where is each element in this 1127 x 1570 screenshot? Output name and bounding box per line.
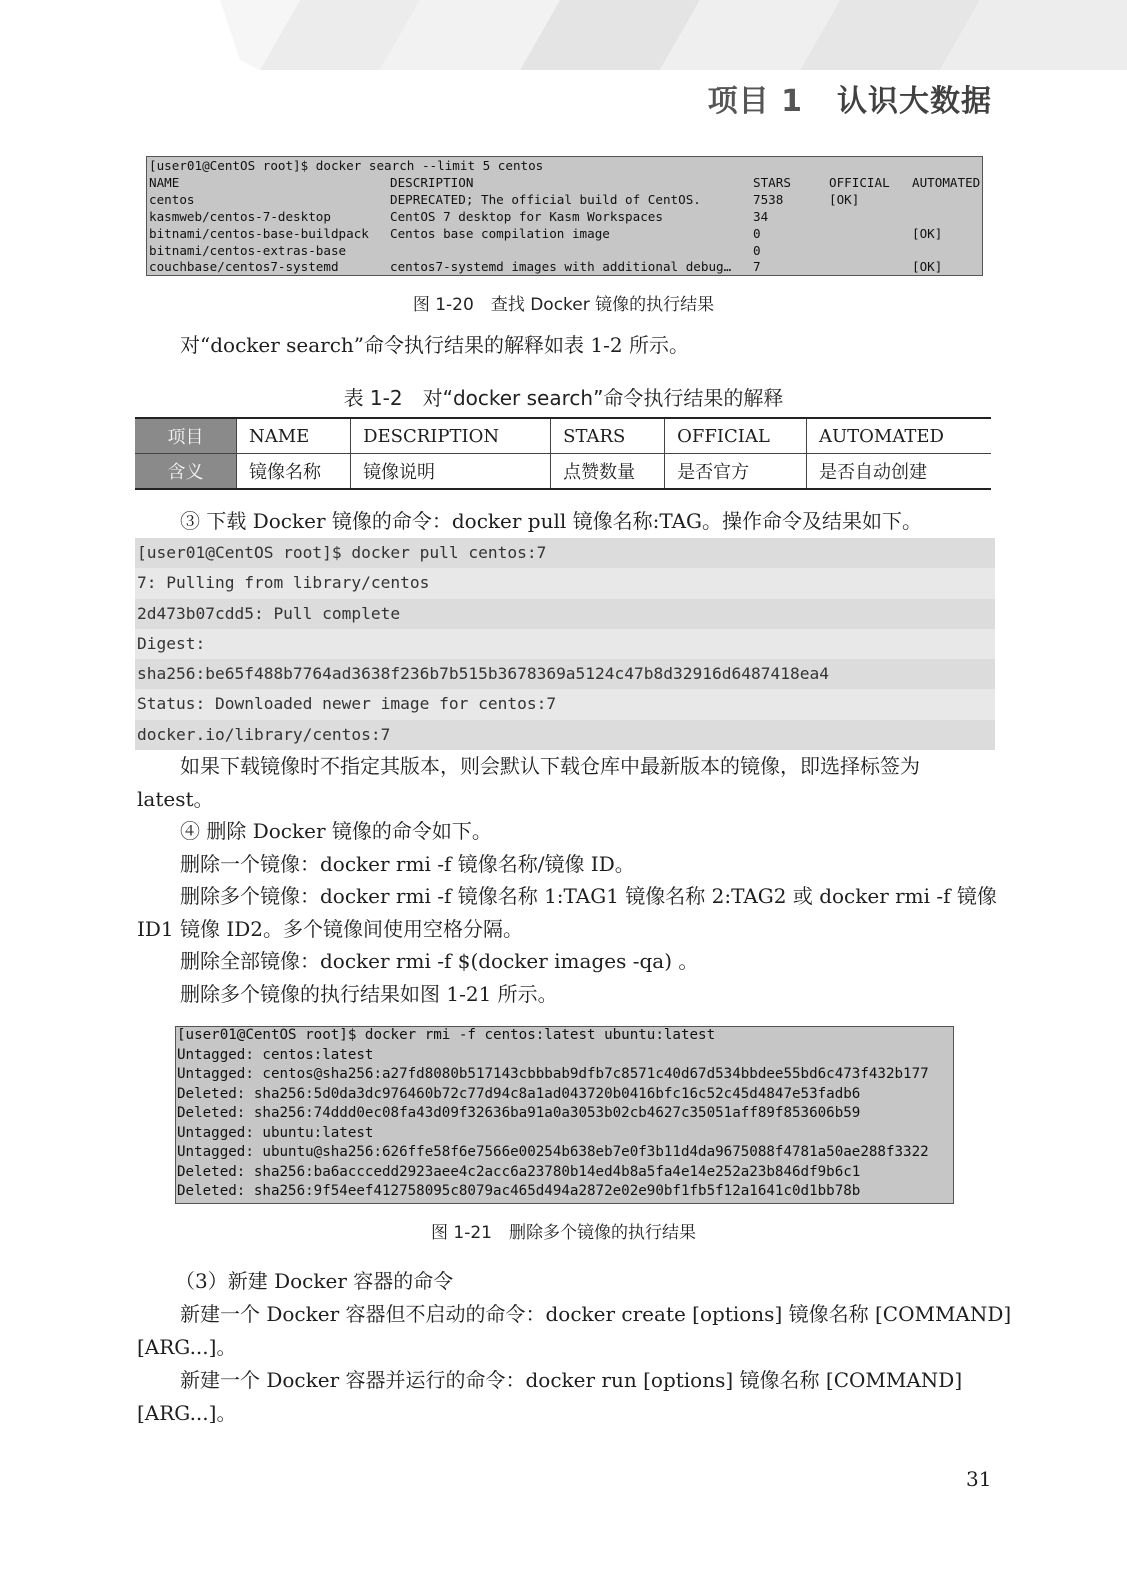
paragraph-create-heading: （3）新建 Docker 容器的命令 xyxy=(175,1269,454,1293)
terminal-line: Deleted: sha256:ba6acccedd2923aee4c2acc6a23780b14ed4b8a5fa4e14e252a23b846df9b6c1 xyxy=(177,1163,861,1180)
terminal-line: Deleted: sha256:9f54eef412758095c8079ac465d494a2872e02e90bf1fb5f12a1641c0d1bb78b xyxy=(177,1183,861,1199)
docker-search-terminal xyxy=(146,156,983,276)
table-cell: OFFICIAL xyxy=(665,418,807,454)
chapter-title xyxy=(708,76,992,120)
paragraph-rmi-heading: ④ 删除 Docker 镜像的命令如下。 xyxy=(180,819,492,843)
code-line: Status: Downloaded newer image for centos:7 xyxy=(135,689,995,719)
table-cell: 镜像说明 xyxy=(351,454,551,490)
code-line: sha256:be65f488b7764ad3638f236b7b515b3678369a5124c47b8d32916d6487418ea4 xyxy=(135,659,995,689)
code-line: 7: Pulling from library/centos xyxy=(135,568,995,598)
paragraph-latest: 如果下载镜像时不指定其版本，则会默认下载仓库中最新版本的镜像，即选择标签为 xyxy=(180,754,920,778)
table-cell: DESCRIPTION xyxy=(351,418,551,454)
paragraph-rmi-multi: 删除多个镜像：docker rmi -f 镜像名称 1:TAG1 镜像名称 2:TAG2 或 docker rmi -f 镜像 xyxy=(180,884,997,908)
terminal-text: kasmweb/centos-7-desktop xyxy=(149,208,331,224)
paragraph-table-intro: 对“docker search”命令执行结果的解释如表 1-2 所示。 xyxy=(180,333,689,357)
paragraph-create-cont: [ARG...]。 xyxy=(137,1335,237,1359)
paragraph-rmi-all: 删除全部镜像：docker rmi -f $(docker images -qa) 。 xyxy=(180,949,699,973)
terminal-line: Untagged: ubuntu:latest xyxy=(177,1124,374,1141)
terminal-text: Centos base compilation image xyxy=(390,225,610,241)
terminal-line: Deleted: sha256:5d0da3dc976460b72c77d94c8a1ad043720b0416bfc16c52c45d4847e53fadb6 xyxy=(177,1085,861,1102)
table-cell: STARS xyxy=(551,418,665,454)
terminal-text: DEPRECATED; The official build of CentOS. xyxy=(390,191,701,207)
table-1-2-title: 表 1-2 对“docker search”命令执行结果的解释 xyxy=(343,386,784,410)
docker-rmi-terminal xyxy=(175,1026,954,1204)
terminal-text: CentOS 7 desktop for Kasm Workspaces xyxy=(390,208,663,224)
table-row xyxy=(135,418,991,454)
terminal-line: Untagged: ubuntu@sha256:626ffe58f6e7566e00254b638eb7e0f3b11d4da9675088f4781a50ae288f3322 xyxy=(177,1144,929,1160)
figure-1-21-caption: 图 1-21 删除多个镜像的执行结果 xyxy=(431,1223,696,1243)
table-cell: 是否官方 xyxy=(665,454,807,490)
terminal-text: [user01@CentOS root]$ docker search --limit 5 centos xyxy=(149,158,544,173)
terminal-text: couchbase/centos7-systemd xyxy=(149,259,339,275)
terminal-line: [user01@CentOS root]$ docker rmi -f centos:latest ubuntu:latest xyxy=(177,1027,716,1043)
paragraph-run-cont: [ARG...]。 xyxy=(137,1401,237,1425)
code-block-pull xyxy=(135,538,995,750)
terminal-text: [OK] xyxy=(912,225,943,241)
header-decoration xyxy=(0,0,1127,80)
paragraph-latest-cont: latest。 xyxy=(137,787,214,811)
row-header: 项目 xyxy=(135,418,237,454)
terminal-text: 0 xyxy=(753,225,761,241)
table-cell: 点赞数量 xyxy=(551,454,665,490)
table-cell: NAME xyxy=(237,418,351,454)
code-line: 2d473b07cdd5: Pull complete xyxy=(135,599,995,629)
code-line: docker.io/library/centos:7 xyxy=(135,720,995,750)
figure-1-20-caption: 图 1-20 查找 Docker 镜像的执行结果 xyxy=(412,295,715,315)
terminal-text: [OK] xyxy=(829,191,860,207)
terminal-text: centos xyxy=(149,191,195,207)
chapter-name: 认识大数据 xyxy=(837,84,992,119)
code-line: Digest: xyxy=(135,629,995,659)
paragraph-pull-command: ③ 下载 Docker 镜像的命令：docker pull 镜像名称:TAG。操作命令及结果如下。 xyxy=(180,509,923,533)
explanation-table xyxy=(135,417,991,490)
terminal-text: 34 xyxy=(753,208,769,224)
page-number: 31 xyxy=(966,1467,992,1491)
terminal-line: Untagged: centos@sha256:a27fd8080b517143cbbbab9dfb7c8571c40d67d534bbdee55bd6c473f432b177 xyxy=(177,1066,929,1082)
table-cell: 镜像名称 xyxy=(237,454,351,490)
terminal-text: STARS xyxy=(753,174,791,190)
paragraph-rmi-figure-ref: 删除多个镜像的执行结果如图 1-21 所示。 xyxy=(180,982,558,1006)
terminal-text: 7538 xyxy=(753,191,784,207)
terminal-text: AUTOMATED xyxy=(912,174,981,190)
terminal-text: bitnami/centos-base-buildpack xyxy=(149,225,369,241)
paragraph-run: 新建一个 Docker 容器并运行的命令：docker run [options] 镜像名称 [COMMAND] xyxy=(180,1368,963,1392)
paragraph-create: 新建一个 Docker 容器但不启动的命令：docker create [options] 镜像名称 [COMMAND] xyxy=(180,1302,1012,1326)
terminal-text: DESCRIPTION xyxy=(390,174,474,190)
terminal-text: bitnami/centos-extras-base xyxy=(149,242,347,258)
paragraph-rmi-multi-cont: ID1 镜像 ID2。多个镜像间使用空格分隔。 xyxy=(137,917,524,941)
terminal-text: [OK] xyxy=(912,259,943,275)
terminal-text: 7 xyxy=(753,259,761,275)
table-cell: AUTOMATED xyxy=(807,418,992,454)
terminal-text: NAME xyxy=(149,174,180,190)
row-header: 含义 xyxy=(135,454,237,490)
table-row xyxy=(135,454,991,490)
chapter-number: 项目 1 xyxy=(707,84,803,119)
terminal-line: Deleted: sha256:74ddd0ec08fa43d09f32636ba91a0a3053b02cb4627c35051aff89f853606b59 xyxy=(177,1105,861,1121)
paragraph-rmi-one: 删除一个镜像：docker rmi -f 镜像名称/镜像 ID。 xyxy=(180,852,635,876)
terminal-text: OFFICIAL xyxy=(829,174,890,190)
terminal-text: centos7-systemd images with additional debug… xyxy=(390,259,732,275)
terminal-text: 0 xyxy=(753,242,761,258)
table-cell: 是否自动创建 xyxy=(807,454,992,490)
terminal-line: Untagged: centos:latest xyxy=(177,1046,374,1063)
code-line: [user01@CentOS root]$ docker pull centos:7 xyxy=(135,538,995,568)
